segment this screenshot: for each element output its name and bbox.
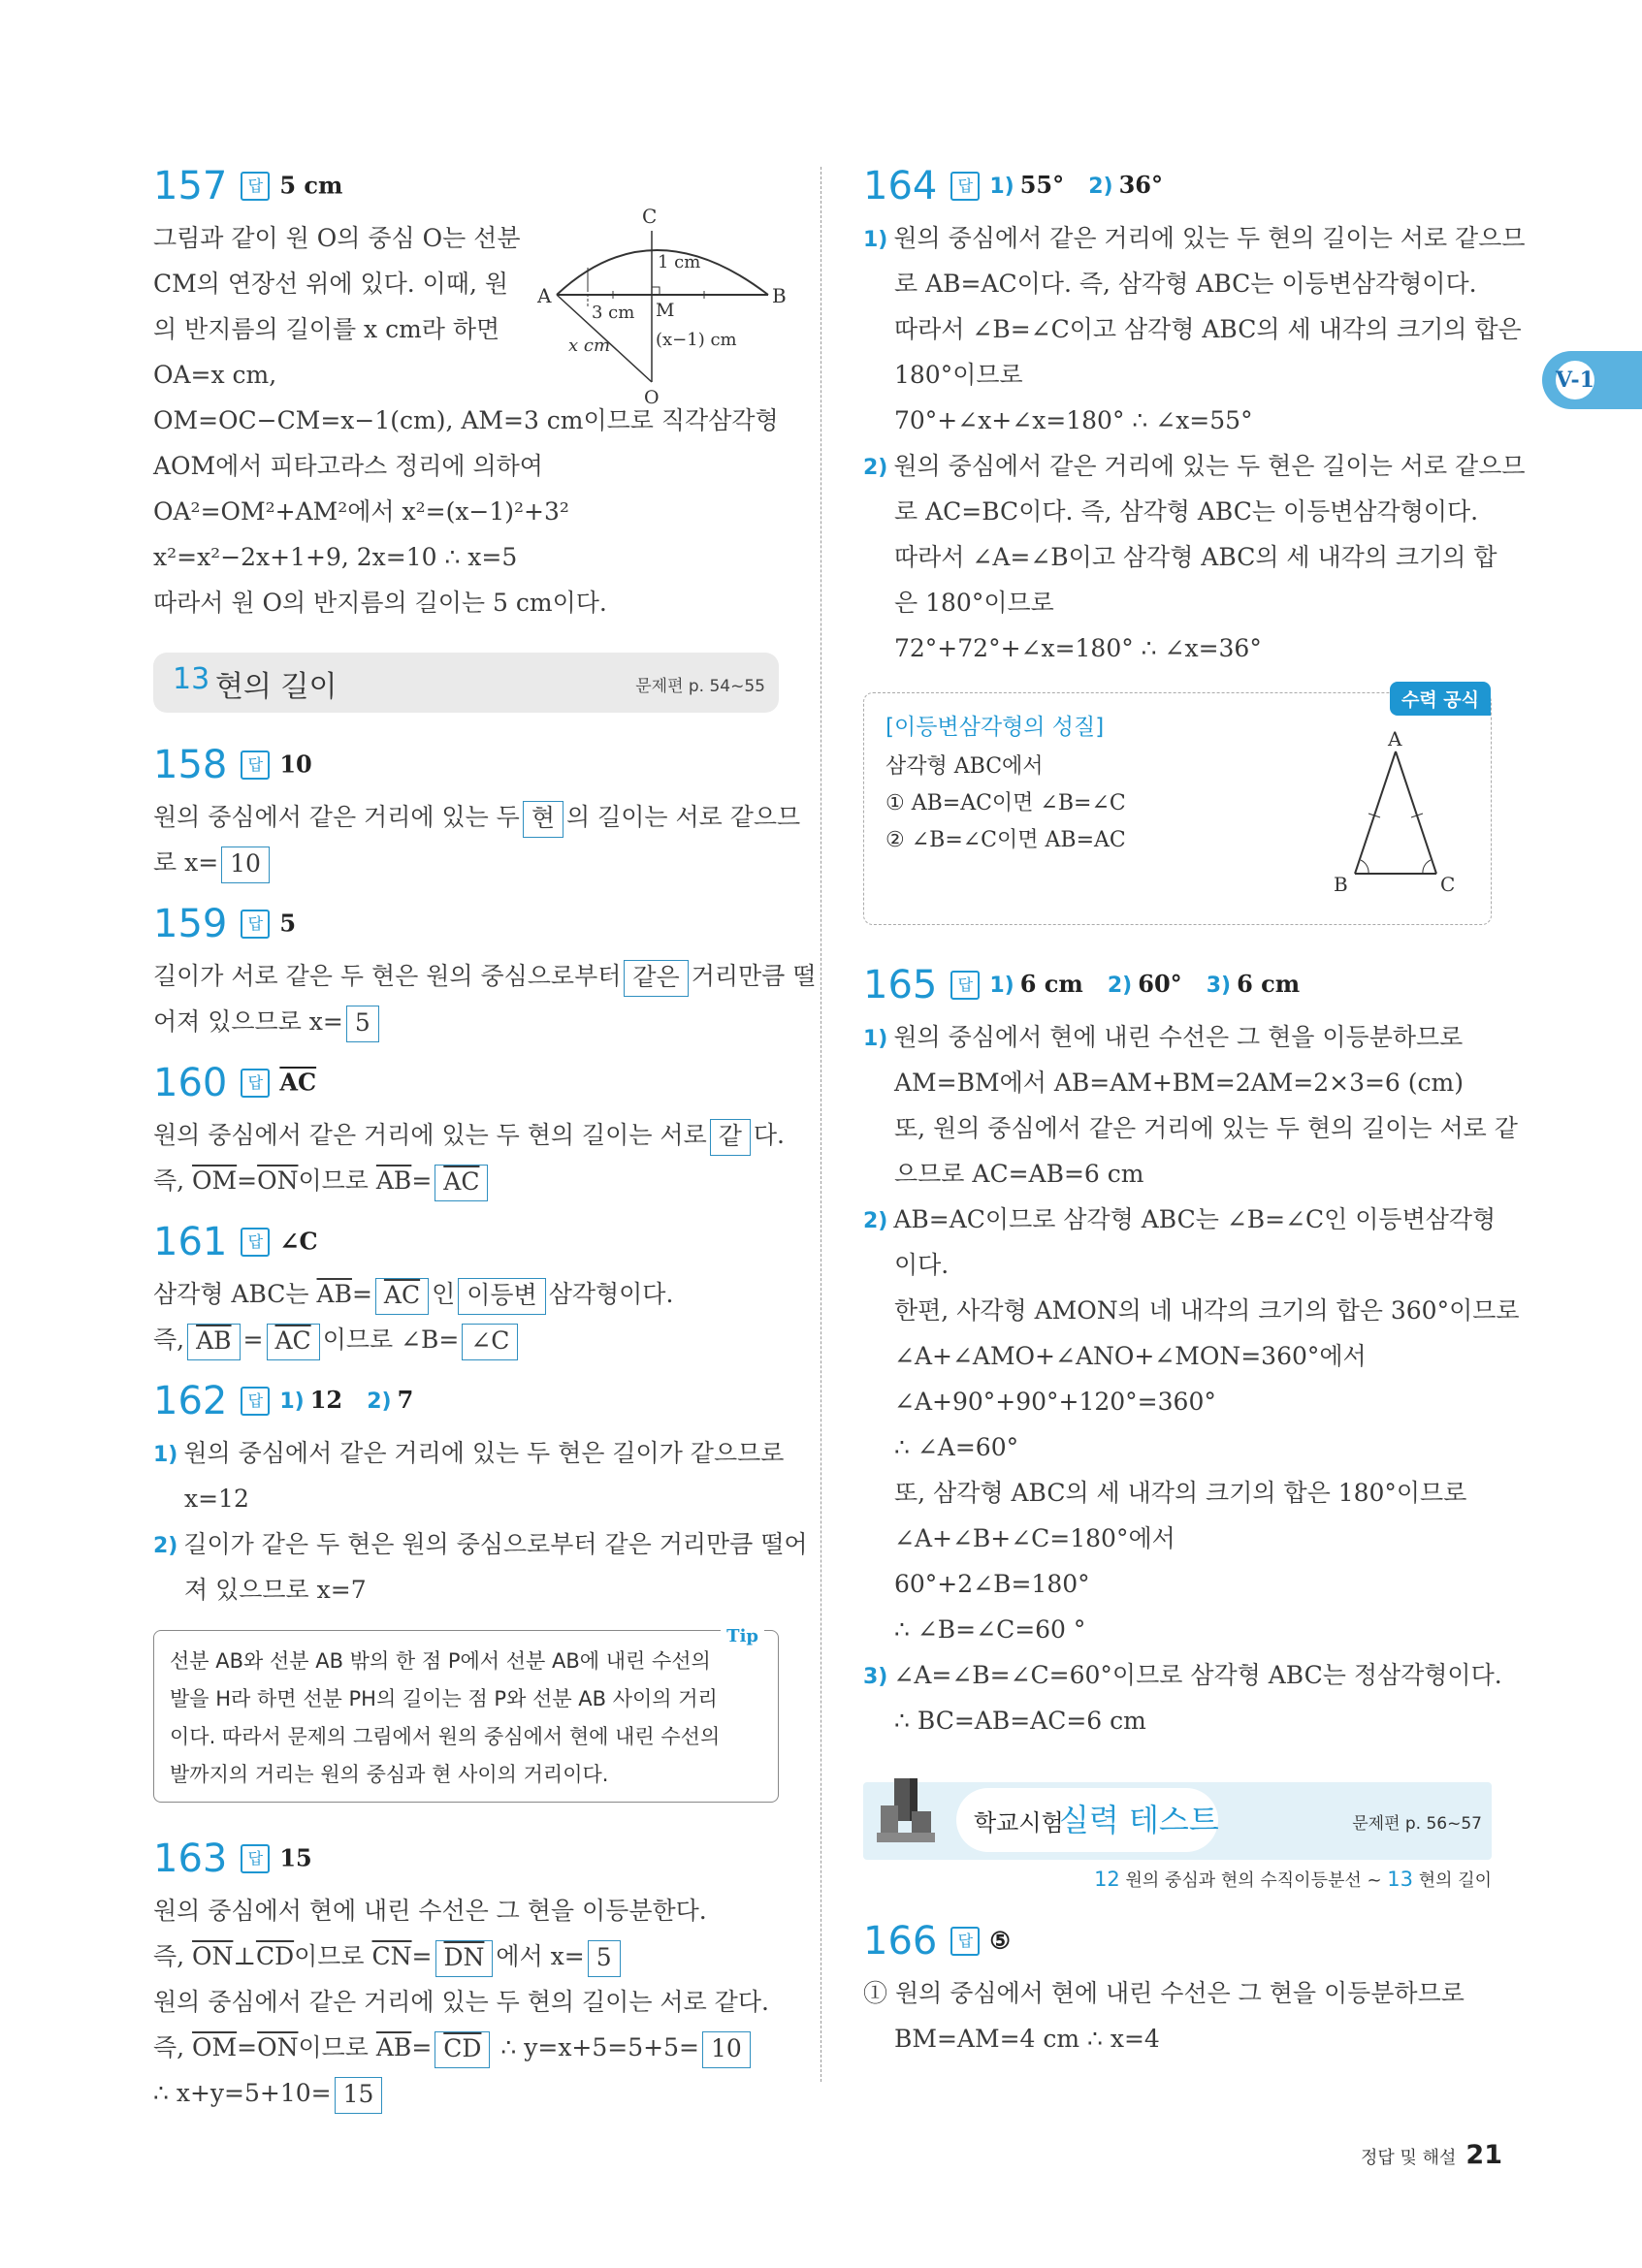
text: 져 있으므로 x=7: [184, 1576, 367, 1604]
label-b: B: [772, 284, 787, 307]
question-158: [153, 734, 801, 885]
answer-label: 답: [241, 910, 270, 939]
text: ⊥: [233, 1942, 256, 1970]
answer-box: $\overline{DN}$: [435, 1940, 494, 1977]
text: 원의 중심에서 같은 거리에 있는 두 현의 길이는 서로 같으므: [893, 224, 1526, 252]
text: 이므로: [298, 2033, 376, 2061]
segment: $\overline{AB}$: [375, 1166, 412, 1195]
tip-line: 이다. 따라서 문제의 그림에서 원의 중심에서 현에 내린 수선의: [170, 1725, 721, 1748]
text: 180°이므로: [894, 361, 1023, 389]
answer-value: 6 cm: [1237, 970, 1301, 998]
text: 또, 삼각형 ABC의 세 내각의 크기의 합은 180°이므로: [894, 1479, 1467, 1507]
answer-box: $\overline{AC}$: [267, 1324, 320, 1360]
text-line: BM=AM=4 cm ∴ x=4: [894, 2025, 1160, 2053]
answer-label: 답: [241, 751, 270, 780]
left-column: [153, 155, 817, 2116]
tip-box: [153, 1626, 779, 1803]
segment: $\overline{ON}$: [257, 2033, 299, 2061]
question-161: [153, 1211, 779, 1362]
text: x=12: [184, 1485, 249, 1513]
text: 어져 있으므로 x=: [153, 1007, 343, 1036]
right-column: [863, 155, 1526, 2061]
tip-line: 선분 AB와 선분 AB 밖의 한 점 P에서 선분 AB에 내린 수선의: [170, 1649, 711, 1673]
text-line: OA²=OM²+AM²에서 x²=(x−1)²+3²: [153, 497, 569, 526]
text: 거리만큼 떨: [691, 962, 817, 990]
text: ∴ ∠A=60°: [894, 1433, 1019, 1461]
text: 즉,: [153, 1942, 193, 1970]
question-number: 164: [863, 164, 938, 208]
question-number: 157: [153, 163, 228, 208]
text: 이므로 ∠B=: [322, 1326, 460, 1354]
text: 로 x=: [153, 848, 219, 877]
label-xcm: x cm: [568, 335, 611, 356]
banner-subtitle: [863, 1860, 1492, 1899]
text: ∴ BC=AB=AC=6 cm: [894, 1707, 1146, 1735]
text: =: [237, 1166, 258, 1195]
label-o: O: [644, 387, 660, 408]
part-label: 3): [1206, 974, 1232, 998]
question-number: 158: [153, 742, 228, 787]
answer-value: 7: [397, 1386, 414, 1414]
label-m: M: [656, 300, 675, 321]
text: =: [351, 1280, 372, 1308]
segment: $\overline{OM}$: [192, 2033, 238, 2061]
text: 한편, 사각형 AMON의 네 내각의 크기의 합은 360°이므로: [894, 1296, 1520, 1325]
question-159: [153, 893, 817, 1044]
question-164: [863, 155, 1526, 671]
formula-line: 삼각형 ABC에서: [885, 754, 1044, 779]
banner-title: 실력 테스트: [1059, 1802, 1219, 1838]
section-number: 12: [1094, 1868, 1120, 1891]
text: ∴ y=x+5=5+5=: [493, 2033, 699, 2061]
text: 또, 원의 중심에서 같은 거리에 있는 두 현의 길이는 서로 같: [894, 1114, 1518, 1142]
answer-value: $\overline{AC}$: [279, 1068, 317, 1097]
label-a: A: [537, 284, 552, 307]
segment: $\overline{OM}$: [192, 1166, 238, 1195]
text-line: OM=OC−CM=x−1(cm), AM=3 cm이므로 직각삼각형: [153, 406, 779, 434]
answer-box: 15: [335, 2077, 383, 2114]
tip-tag: Tip: [721, 1617, 764, 1655]
answer-value: 60°: [1138, 970, 1182, 998]
text: =: [237, 2033, 258, 2061]
label-a: A: [1388, 727, 1402, 751]
text: =: [411, 1942, 433, 1970]
question-166: [863, 1910, 1492, 2061]
text: ∴ x+y=5+10=: [153, 2079, 332, 2107]
text: 따라서 ∠A=∠B이고 삼각형 ABC의 세 내각의 크기의 합: [894, 543, 1497, 571]
segment: $\overline{AB}$: [375, 2033, 412, 2061]
answer-value: 5: [279, 909, 297, 938]
banner-prefix: 학교시험: [974, 1809, 1064, 1837]
text: ∠A+∠AMO+∠ANO+∠MON=360°에서: [894, 1342, 1367, 1370]
answer-value: 55°: [1019, 171, 1065, 199]
text-line: 그림과 같이 원 O의 중심 O는 선분: [153, 224, 521, 252]
text: ∠A=∠B=∠C=60°이므로 삼각형 ABC는 정삼각형이다.: [893, 1661, 1502, 1689]
question-number: 163: [153, 1836, 228, 1881]
text: 따라서 ∠B=∠C이고 삼각형 ABC의 세 내각의 크기의 합은: [894, 315, 1522, 343]
answer-box: ∠C: [462, 1324, 518, 1360]
part-label: 2): [153, 1534, 178, 1558]
answer-label: 답: [241, 1228, 270, 1257]
tip-line: 발까지의 거리는 원의 중심과 현 사이의 거리이다.: [170, 1763, 609, 1786]
text-line: x²=x²−2x+1+9, 2x=10 ∴ x=5: [153, 543, 518, 571]
text: 즉,: [153, 1326, 185, 1354]
answer-box: $\overline{CD}$: [435, 2031, 490, 2068]
text: 의 길이는 서로 같으므: [566, 803, 801, 831]
part-label: 1): [989, 974, 1014, 998]
formula-line: ② ∠B=∠C이면 AB=AC: [885, 828, 1126, 852]
text: 다.: [753, 1121, 785, 1149]
text: 원의 중심에서 현에 내린 수선은 그 현을 이등분하므로: [893, 1023, 1464, 1051]
question-number: 162: [153, 1379, 228, 1423]
part-label: 2): [1107, 974, 1133, 998]
text-line: AOM에서 피타고라스 정리에 의하여: [153, 452, 543, 480]
section-title: 현의 길이: [215, 670, 338, 704]
text: 즉,: [153, 2033, 193, 2061]
text: AB=AC이므로 삼각형 ABC는 ∠B=∠C인 이등변삼각형: [893, 1205, 1497, 1233]
question-number: 165: [863, 963, 938, 1007]
section-number: 13: [1387, 1868, 1413, 1891]
formula-box: [863, 689, 1492, 925]
text: 원의 중심에서 같은 거리에 있는 두 현의 길이는 서로: [153, 1121, 707, 1149]
section-banner: [863, 1782, 1492, 1860]
formula-line: ① AB=AC이면 ∠B=∠C: [885, 791, 1126, 815]
text: ∠A+90°+90°+120°=360°: [894, 1388, 1216, 1416]
answer-label: 답: [950, 971, 980, 1000]
text: 60°+2∠B=180°: [894, 1570, 1090, 1598]
text: 원의 중심과 현의 수직이등분선 ~: [1119, 1870, 1388, 1891]
question-160: [153, 1052, 785, 1203]
segment: $\overline{CN}$: [371, 1942, 412, 1970]
answer-label: 답: [241, 1069, 270, 1098]
text-line: 의 반지름의 길이를 x cm라 하면: [153, 315, 500, 343]
isosceles-triangle-diagram: [1326, 727, 1471, 907]
answer-box: 현: [523, 801, 563, 838]
page-number: 21: [1465, 2140, 1502, 2170]
question-162: [153, 1370, 808, 1613]
answer-label: 답: [950, 172, 980, 201]
answer-box: 5: [346, 1006, 379, 1042]
section-number: 13: [173, 662, 210, 696]
label-c: C: [1440, 873, 1456, 896]
part-label: 2): [1088, 175, 1113, 199]
text: 원의 중심에서 같은 거리에 있는 두: [153, 803, 520, 831]
text: 원의 중심에서 같은 거리에 있는 두 현은 길이가 같으므로: [183, 1439, 785, 1467]
label-c: C: [642, 205, 658, 228]
question-157: [153, 155, 787, 625]
answer-label: 답: [241, 1844, 270, 1873]
text: =: [411, 1166, 433, 1195]
answer-value: 12: [309, 1386, 343, 1414]
question-number: 166: [863, 1918, 938, 1964]
answer-label: 답: [241, 172, 270, 201]
part-label: 1): [989, 175, 1014, 199]
section-reference: 문제편 p. 54~55: [635, 677, 765, 696]
text: 삼각형이다.: [548, 1280, 674, 1308]
text: 로 AB=AC이다. 즉, 삼각형 ABC는 이등변삼각형이다.: [894, 270, 1477, 298]
text: 현의 길이: [1413, 1870, 1492, 1891]
answer-box: $\overline{AB}$: [187, 1324, 240, 1360]
text: 로 AC=BC이다. 즉, 삼각형 ABC는 이등변삼각형이다.: [894, 497, 1479, 526]
part-label: 1): [153, 1443, 178, 1467]
footer-label: 정답 및 해설: [1361, 2148, 1457, 2168]
answer-box: $\overline{AC}$: [435, 1165, 488, 1201]
question-163: [153, 1828, 779, 2116]
text: 은 180°이므로: [894, 589, 1054, 617]
text: AM=BM에서 AB=AM+BM=2AM=2×3=6 (cm): [894, 1069, 1464, 1097]
text: 에서 x=: [496, 1942, 585, 1970]
text-line: ① 원의 중심에서 현에 내린 수선은 그 현을 이등분하므로: [863, 1979, 1465, 2007]
part-label: 1): [863, 1027, 888, 1051]
text-line: OA=x cm,: [153, 361, 277, 389]
text: =: [242, 1326, 264, 1354]
text: 길이가 서로 같은 두 현은 원의 중심으로부터: [153, 962, 622, 990]
text: 삼각형 ABC는: [153, 1280, 317, 1308]
text: 길이가 같은 두 현은 원의 중심으로부터 같은 거리만큼 떨어: [183, 1530, 808, 1558]
answer-box: 같: [710, 1119, 751, 1156]
part-label: 2): [863, 456, 888, 480]
part-label: 1): [863, 228, 888, 252]
text: 이다.: [894, 1251, 950, 1279]
answer-box: 10: [702, 2031, 751, 2068]
text: =: [411, 2033, 433, 2061]
answer-label: 답: [241, 1387, 270, 1416]
answer-box: 10: [221, 847, 270, 883]
banner-reference: 문제편 p. 56~57: [1352, 1814, 1482, 1834]
text: 인: [432, 1280, 456, 1308]
question-165: [863, 954, 1520, 1743]
text-line: CM의 연장선 위에 있다. 이때, 원: [153, 270, 509, 298]
text: 이므로: [298, 1166, 376, 1195]
text: 즉,: [153, 1166, 193, 1195]
part-label: 3): [863, 1665, 888, 1689]
answer-value: ⑤: [989, 1926, 1011, 1955]
question-number: 160: [153, 1060, 228, 1105]
text: 원의 중심에서 같은 거리에 있는 두 현은 길이는 서로 같으므: [893, 452, 1526, 480]
text: 이므로: [294, 1942, 372, 1970]
answer-value: 10: [279, 750, 312, 779]
segment: $\overline{AB}$: [316, 1280, 352, 1308]
answer-value: 36°: [1118, 171, 1163, 199]
label-3cm: 3 cm: [592, 303, 635, 323]
text: ∴ ∠B=∠C=60 °: [894, 1615, 1086, 1644]
answer-box: 같은: [624, 960, 688, 997]
answer-value: 6 cm: [1019, 970, 1083, 998]
question-number: 159: [153, 901, 228, 946]
text-line: 원의 중심에서 현에 내린 수선은 그 현을 이등분한다.: [153, 1897, 707, 1925]
text: 72°+72°+∠x=180° ∴ ∠x=36°: [894, 634, 1262, 662]
formula-tag: 수력 공식: [1390, 682, 1491, 716]
part-label: 2): [367, 1390, 392, 1414]
answer-value: 15: [279, 1843, 312, 1872]
answer-label: 답: [950, 1927, 980, 1956]
answer-box: 이등변: [458, 1278, 545, 1315]
tip-line: 발을 H라 하면 선분 PH의 길이는 점 P와 선분 AB 사이의 거리: [170, 1687, 718, 1710]
segment: $\overline{ON}$: [192, 1942, 234, 1970]
label-b: B: [1334, 873, 1348, 896]
building-blocks-icon: [873, 1773, 941, 1850]
answer-value: ∠C: [279, 1227, 318, 1256]
text: ∠A+∠B+∠C=180°에서: [894, 1524, 1175, 1552]
label-x-minus-1: (x−1) cm: [656, 330, 737, 350]
text-line: 따라서 원 O의 반지름의 길이는 5 cm이다.: [153, 589, 607, 617]
question-number: 161: [153, 1219, 228, 1264]
page-footer: [1361, 2140, 1502, 2170]
part-label: 2): [863, 1209, 888, 1233]
answer-box: $\overline{AC}$: [375, 1278, 429, 1315]
formula-title: [이등변삼각형의 성질]: [885, 715, 1105, 740]
label-1cm: 1 cm: [658, 252, 701, 272]
part-label: 1): [279, 1390, 305, 1414]
segment: $\overline{CD}$: [255, 1942, 295, 1970]
segment: $\overline{ON}$: [257, 1166, 299, 1195]
text: 70°+∠x+∠x=180° ∴ ∠x=55°: [894, 406, 1253, 434]
answer-value: 5 cm: [279, 171, 343, 200]
answer-box: 5: [588, 1940, 621, 1977]
chapter-tab: [1542, 351, 1642, 409]
chapter-tab-label: V-1: [1556, 361, 1594, 399]
text: 으므로 AC=AB=6 cm: [894, 1160, 1144, 1188]
text-line: 원의 중심에서 같은 거리에 있는 두 현의 길이는 서로 같다.: [153, 1988, 769, 2016]
section-header: [153, 653, 779, 713]
